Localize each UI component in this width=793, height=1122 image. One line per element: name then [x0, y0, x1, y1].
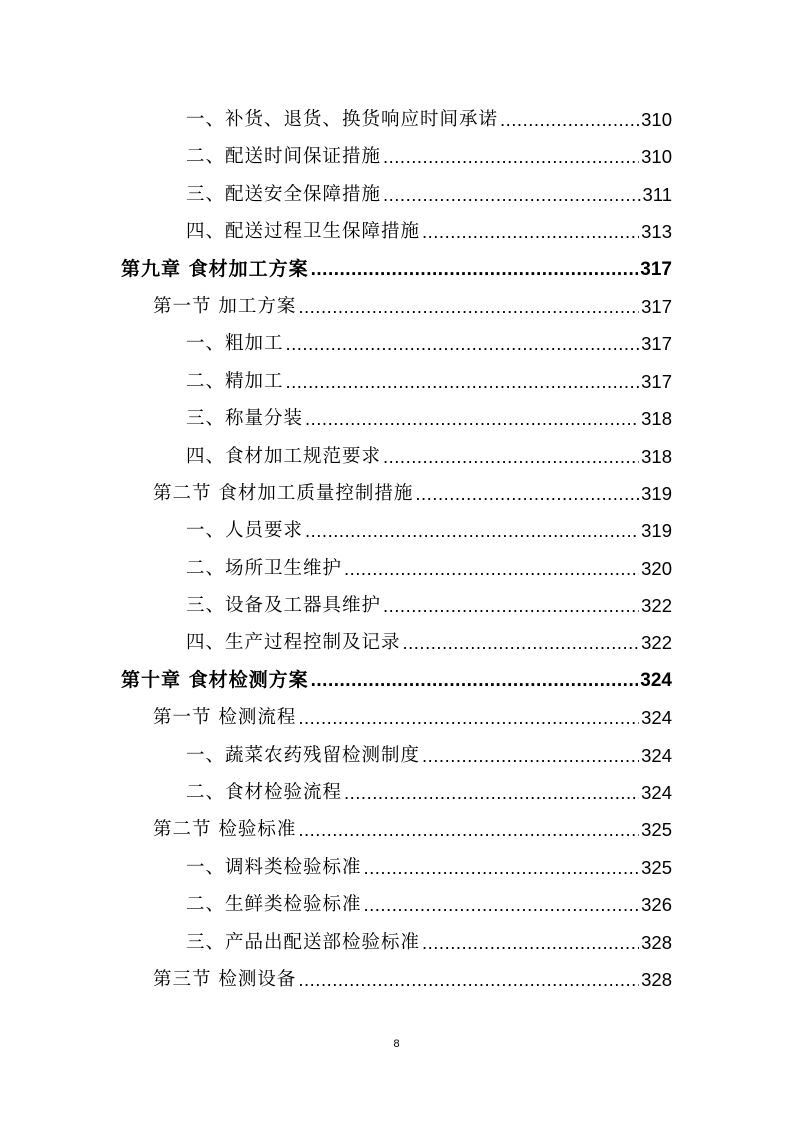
toc-dot-leader: [383, 587, 639, 624]
toc-chapter-entry[interactable]: [0, 662, 793, 699]
toc-dot-leader: [305, 400, 639, 437]
toc-dot-leader: [298, 699, 639, 736]
toc-subsection-entry[interactable]: [0, 512, 793, 549]
toc-page-number: 325: [641, 819, 672, 841]
toc-dot-leader: [403, 624, 640, 661]
toc-page-number: 310: [641, 146, 672, 168]
toc-subsection-entry[interactable]: [0, 101, 793, 138]
toc-page-number: 318: [641, 408, 672, 430]
toc-dot-leader: [383, 138, 639, 175]
toc-section-entry[interactable]: [0, 811, 793, 848]
toc-dot-leader: [364, 886, 640, 923]
toc-entry-title: 第二节 食材加工质量控制措施: [153, 482, 414, 504]
toc-dot-leader: [422, 737, 639, 774]
toc-dot-leader: [286, 363, 640, 400]
toc-subsection-entry[interactable]: [0, 624, 793, 661]
toc-dot-leader: [422, 924, 639, 961]
toc-dot-leader: [298, 811, 639, 848]
toc-page-number: 313: [641, 221, 672, 243]
toc-page-number: 324: [640, 669, 672, 691]
toc-subsection-entry[interactable]: [0, 849, 793, 886]
toc-dot-leader: [298, 288, 639, 325]
toc-subsection-entry[interactable]: [0, 886, 793, 923]
toc-subsection-entry[interactable]: [0, 550, 793, 587]
toc-subsection-entry[interactable]: [0, 138, 793, 175]
toc-page-number: 317: [641, 370, 672, 392]
toc-section-entry[interactable]: [0, 475, 793, 512]
toc-page-number: 310: [641, 109, 672, 130]
toc-entry-title: 一、人员要求: [186, 520, 304, 542]
toc-entry-title: 一、蔬菜农药残留检测制度: [186, 744, 421, 766]
toc-subsection-entry[interactable]: [0, 213, 793, 250]
toc-entry-title: 三、配送安全保障措施: [186, 183, 382, 205]
table-of-contents: [0, 101, 793, 998]
toc-entry-title: 第一节 加工方案: [153, 295, 297, 317]
toc-entry-title: 四、食材加工规范要求: [186, 445, 382, 467]
toc-dot-leader: [311, 662, 639, 699]
toc-dot-leader: [415, 475, 639, 512]
toc-entry-title: 一、补货、退货、换货响应时间承诺: [186, 109, 499, 130]
toc-section-entry[interactable]: [0, 288, 793, 325]
toc-page-number: 319: [641, 482, 672, 504]
toc-entry-title: 三、设备及工器具维护: [186, 595, 382, 617]
toc-section-entry[interactable]: [0, 699, 793, 736]
toc-entry-title: 二、配送时间保证措施: [186, 146, 382, 168]
toc-dot-leader: [344, 774, 639, 811]
toc-page-number: 320: [641, 557, 672, 579]
toc-page-number: 324: [641, 707, 672, 729]
toc-dot-leader: [305, 512, 639, 549]
toc-entry-title: 第九章 食材加工方案: [121, 257, 309, 280]
toc-subsection-entry[interactable]: [0, 438, 793, 475]
toc-section-entry[interactable]: [0, 961, 793, 998]
toc-dot-leader: [344, 550, 639, 587]
toc-entry-title: 第三节 检测设备: [153, 968, 297, 990]
toc-subsection-entry[interactable]: [0, 924, 793, 961]
toc-page-number: 324: [641, 744, 672, 766]
toc-page-number: 318: [641, 445, 672, 467]
toc-dot-leader: [422, 213, 639, 250]
toc-page-number: 322: [641, 632, 672, 654]
toc-page-number: 317: [641, 295, 672, 317]
toc-subsection-entry[interactable]: [0, 400, 793, 437]
toc-page-number: 317: [641, 333, 672, 355]
toc-page-number: 324: [641, 782, 672, 804]
toc-entry-title: 四、生产过程控制及记录: [186, 632, 401, 654]
toc-entry-title: 一、粗加工: [186, 333, 284, 355]
toc-page-number: 328: [641, 931, 672, 953]
toc-page-number: 328: [641, 968, 672, 990]
toc-subsection-entry[interactable]: [0, 587, 793, 624]
page-number: 8: [393, 1038, 400, 1050]
toc-entry-title: 二、生鲜类检验标准: [186, 894, 362, 916]
toc-dot-leader: [286, 325, 640, 362]
toc-dot-leader: [311, 251, 639, 288]
toc-subsection-entry[interactable]: [0, 176, 793, 213]
toc-entry-title: 四、配送过程卫生保障措施: [186, 221, 421, 243]
toc-subsection-entry[interactable]: [0, 363, 793, 400]
toc-entry-title: 第十章 食材检测方案: [121, 668, 309, 691]
toc-subsection-entry[interactable]: [0, 737, 793, 774]
toc-entry-title: 二、场所卫生维护: [186, 557, 343, 579]
toc-page-number: 326: [641, 894, 672, 916]
toc-dot-leader: [500, 101, 639, 138]
toc-dot-leader: [383, 438, 639, 475]
toc-entry-title: 三、产品出配送部检验标准: [186, 931, 421, 953]
toc-entry-title: 二、精加工: [186, 370, 284, 392]
toc-entry-title: 第二节 检验标准: [153, 819, 297, 841]
toc-chapter-entry[interactable]: [0, 251, 793, 288]
toc-page-number: 325: [641, 856, 672, 878]
toc-subsection-entry[interactable]: [0, 325, 793, 362]
toc-dot-leader: [383, 176, 640, 213]
toc-entry-title: 第一节 检测流程: [153, 707, 297, 729]
toc-subsection-entry[interactable]: [0, 774, 793, 811]
toc-entry-title: 一、调料类检验标准: [186, 856, 362, 878]
toc-entry-title: 三、称量分装: [186, 408, 304, 430]
toc-dot-leader: [364, 849, 640, 886]
toc-page-number: 311: [642, 183, 672, 205]
toc-page-number: 319: [641, 520, 672, 542]
toc-page-number: 317: [640, 258, 672, 280]
toc-dot-leader: [298, 961, 639, 998]
toc-page-number: 322: [641, 595, 672, 617]
toc-entry-title: 二、食材检验流程: [186, 782, 343, 804]
